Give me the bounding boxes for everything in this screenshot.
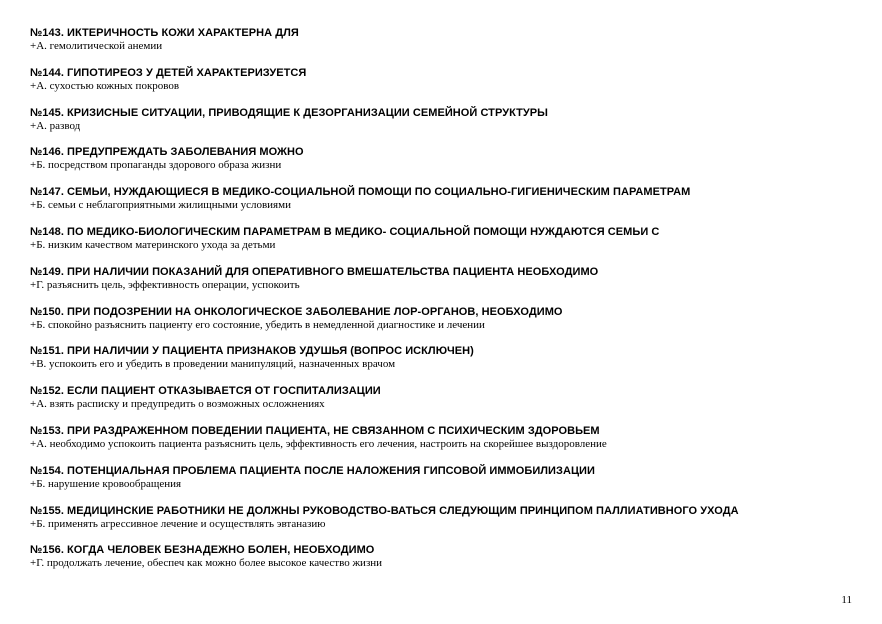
question-item	[30, 544, 870, 570]
page-number: 11	[841, 594, 852, 606]
question-text: №151. ПРИ НАЛИЧИИ У ПАЦИЕНТА ПРИЗНАКОВ УДУШЬЯ (ВОПРОС ИСКЛЮЧЕН)	[30, 345, 474, 358]
answer-text: +Г. продолжать лечение, обеспеч как можно более высокое качество жизни	[30, 557, 383, 570]
question-text: №154. ПОТЕНЦИАЛЬНАЯ ПРОБЛЕМА ПАЦИЕНТА ПОСЛЕ НАЛОЖЕНИЯ ГИПСОВОЙ ИММОБИЛИЗАЦИИ	[30, 464, 595, 477]
question-item	[30, 107, 870, 133]
question-item	[30, 27, 870, 53]
question-item	[30, 67, 870, 93]
document-page	[30, 27, 870, 584]
question-text: №156. КОГДА ЧЕЛОВЕК БЕЗНАДЕЖНО БОЛЕН, НЕОБХОДИМО	[30, 544, 375, 557]
question-text: №153. ПРИ РАЗДРАЖЕННОМ ПОВЕДЕНИИ ПАЦИЕНТА, НЕ СВЯЗАННОМ С ПСИХИЧЕСКИМ ЗДОРОВЬЕМ	[30, 424, 600, 437]
question-item	[30, 146, 870, 172]
question-text: №148. ПО МЕДИКО-БИОЛОГИЧЕСКИМ ПАРАМЕТРАМ В МЕДИКО- СОЦИАЛЬНОЙ ПОМОЩИ НУЖДАЮТСЯ СЕМЬИ С	[30, 225, 660, 238]
answer-text: +А. гемолитической анемии	[30, 40, 163, 52]
answer-text: +Б. низким качеством материнского ухода за детьми	[30, 238, 276, 251]
question-text: №147. СЕМЬИ, НУЖДАЮЩИЕСЯ В МЕДИКО-СОЦИАЛЬНОЙ ПОМОЩИ ПО СОЦИАЛЬНО-ГИГИЕНИЧЕСКИМ ПАРАМЕТРАМ	[30, 186, 691, 199]
answer-text: +А. развод	[30, 119, 81, 132]
answer-text: +Б. семьи с неблагоприятными жилищными условиями	[30, 199, 291, 212]
answer-text: +Г. разъяснить цель, эффективность операции, успокоить	[30, 278, 300, 291]
question-item	[30, 266, 870, 292]
question-text: №149. ПРИ НАЛИЧИИ ПОКАЗАНИЙ ДЛЯ ОПЕРАТИВНОГО ВМЕШАТЕЛЬСТВА ПАЦИЕНТА НЕОБХОДИМО	[30, 265, 599, 278]
question-item	[30, 345, 870, 371]
question-item	[30, 505, 870, 531]
question-item	[30, 226, 870, 252]
question-item	[30, 306, 870, 332]
question-item	[30, 425, 870, 451]
question-item	[30, 385, 870, 411]
question-text: №150. ПРИ ПОДОЗРЕНИИ НА ОНКОЛОГИЧЕСКОЕ ЗАБОЛЕВАНИЕ ЛОР-ОРГАНОВ, НЕОБХОДИМО	[30, 305, 563, 318]
answer-text: +Б. нарушение кровообращения	[30, 477, 182, 490]
question-text: №144. ГИПОТИРЕОЗ У ДЕТЕЙ ХАРАКТЕРИЗУЕТСЯ	[30, 66, 307, 79]
answer-text: +Б. посредством пропаганды здорового образа жизни	[30, 159, 282, 172]
question-text: №155. МЕДИЦИНСКИЕ РАБОТНИКИ НЕ ДОЛЖНЫ РУКОВОДСТВО-ВАТЬСЯ СЛЕДУЮЩИМ ПРИНЦИПОМ ПАЛЛИАТИВНОГО УХОДА	[30, 504, 739, 517]
question-text: №145. КРИЗИСНЫЕ СИТУАЦИИ, ПРИВОДЯЩИЕ К ДЕЗОРГАНИЗАЦИИ СЕМЕЙНОЙ СТРУКТУРЫ	[30, 106, 548, 119]
answer-text: +Б. спокойно разъяснить пациенту его состояние, убедить в немедленной диагностике и лечении	[30, 318, 485, 331]
answer-text: +А. необходимо успокоить пациента разъяснить цель, эффективность его лечения, настроить на скорейшее выздоровление	[30, 437, 607, 450]
answer-text: +А. взять расписку и предупредить о возможных осложнениях	[30, 398, 325, 411]
question-text: №143. ИКТЕРИЧНОСТЬ КОЖИ ХАРАКТЕРНА ДЛЯ	[30, 27, 299, 39]
question-item	[30, 186, 870, 212]
question-item	[30, 465, 870, 491]
answer-text: +А. сухостью кожных покровов	[30, 79, 180, 92]
question-text: №146. ПРЕДУПРЕЖДАТЬ ЗАБОЛЕВАНИЯ МОЖНО	[30, 146, 304, 159]
question-text: №152. ЕСЛИ ПАЦИЕНТ ОТКАЗЫВАЕТСЯ ОТ ГОСПИТАЛИЗАЦИИ	[30, 385, 381, 398]
answer-text: +В. успокоить его и убедить в проведении манипуляций, назначенных врачом	[30, 358, 396, 371]
answer-text: +Б. применять агрессивное лечение и осуществлять эвтаназию	[30, 517, 326, 530]
